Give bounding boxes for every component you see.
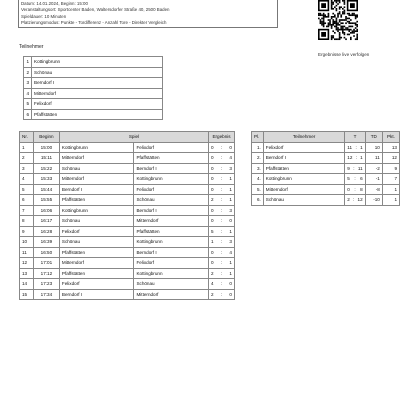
goals-against: 6: [360, 176, 363, 182]
standing-goals: [345, 195, 365, 206]
participant-number: 3: [24, 78, 32, 89]
qr-code-graphic: [318, 0, 358, 46]
score-separator: :: [220, 207, 223, 213]
away-team: Schönau: [134, 195, 209, 206]
game-result: [209, 289, 235, 300]
home-goals: 0: [211, 176, 214, 182]
goals-for: 11: [347, 144, 353, 150]
home-team: Berndorf I: [59, 184, 134, 195]
game-row: [20, 216, 235, 227]
score-wrap: [211, 197, 232, 202]
game-result: [209, 153, 235, 164]
game-number: 9: [20, 226, 34, 237]
score-wrap: [211, 155, 232, 160]
game-result: [209, 216, 235, 227]
standings-table: [251, 131, 400, 206]
game-result: [209, 174, 235, 185]
home-goals: 0: [211, 260, 214, 266]
standing-row: [252, 153, 400, 164]
participant-number: 2: [24, 67, 32, 78]
game-row: [20, 258, 235, 269]
away-goals: 0: [229, 281, 232, 287]
score-separator: :: [220, 165, 223, 171]
standing-goal-diff: 10: [365, 142, 382, 153]
participant-row: [24, 109, 163, 120]
score-wrap: [211, 292, 232, 297]
goals-separator: :: [353, 197, 355, 203]
duration-line: Spieldauer: 10 Minuten: [21, 13, 67, 19]
game-row: [20, 195, 235, 206]
participant-name: Schönau: [32, 67, 163, 78]
score-wrap: [211, 260, 232, 265]
away-goals: 0: [229, 144, 232, 150]
participant-number: 6: [24, 109, 32, 120]
away-team: Schönau: [134, 279, 209, 290]
away-goals: 1: [229, 260, 232, 266]
game-time: 17:23: [33, 279, 59, 290]
participant-row: [24, 99, 163, 110]
standing-goal-diff: -8: [365, 184, 382, 195]
away-team: Mitterndorf: [134, 289, 209, 300]
away-goals: 3: [229, 239, 232, 245]
away-goals: 1: [229, 270, 232, 276]
goals-for: 9: [347, 165, 350, 171]
participant-name: Kottingbrunn: [32, 57, 163, 68]
away-team: Kottingbrunn: [134, 174, 209, 185]
header-nr: Nr.: [20, 132, 34, 143]
home-goals: 0: [211, 207, 214, 213]
standing-team: Kottingbrunn: [263, 174, 345, 185]
score-separator: :: [220, 249, 223, 255]
game-time: 15:33: [33, 174, 59, 185]
game-row: [20, 142, 235, 153]
away-team: Berndorf I: [134, 205, 209, 216]
standing-team: Felixdorf: [263, 142, 345, 153]
home-team: Kottingbrunn: [59, 142, 134, 153]
standing-goals: [345, 153, 365, 164]
goals-against: 8: [360, 186, 363, 192]
away-team: Pfaffstätten: [134, 226, 209, 237]
away-goals: 0: [229, 218, 232, 224]
header-teilnehmer: Teilnehmer: [263, 132, 345, 143]
score-wrap: [211, 218, 232, 223]
score-separator: :: [220, 228, 223, 234]
participant-name: Pfaffstätten: [32, 109, 163, 120]
standing-row: [252, 142, 400, 153]
game-time: 15:55: [33, 195, 59, 206]
home-team: Felixdorf: [59, 226, 134, 237]
participant-row: [24, 88, 163, 99]
qr-code-icon[interactable]: [318, 0, 358, 46]
header-pl: Pl.: [252, 132, 264, 143]
home-goals: 1: [211, 239, 214, 245]
participant-number: 1: [24, 57, 32, 68]
score-wrap: [211, 176, 232, 181]
away-goals: 4: [229, 249, 232, 255]
score-wrap: [211, 281, 232, 286]
standing-points: 1: [382, 195, 399, 206]
game-time: 16:28: [33, 226, 59, 237]
game-number: 6: [20, 195, 34, 206]
goals-against: 11: [357, 165, 363, 171]
header-td: TD: [365, 132, 382, 143]
game-number: 2: [20, 153, 34, 164]
home-goals: 0: [211, 218, 214, 224]
home-team: Kottingbrunn: [59, 205, 134, 216]
goals-wrap: [347, 155, 362, 160]
standing-row: [252, 163, 400, 174]
participant-row: [24, 57, 163, 68]
standing-points: 9: [382, 163, 399, 174]
home-team: Schönau: [59, 237, 134, 248]
standing-row: [252, 174, 400, 185]
participant-name: Mitterndorf: [32, 88, 163, 99]
away-goals: 3: [229, 207, 232, 213]
game-number: 5: [20, 184, 34, 195]
standing-goals: [345, 174, 365, 185]
participant-number: 5: [24, 99, 32, 110]
standing-points: 13: [382, 142, 399, 153]
score-separator: :: [220, 281, 223, 287]
score-wrap: [211, 208, 232, 213]
score-separator: :: [220, 218, 223, 224]
standing-place: 1.: [252, 142, 264, 153]
goals-for: 5: [347, 176, 350, 182]
home-goals: 0: [211, 144, 214, 150]
goals-separator: :: [354, 176, 356, 182]
game-number: 13: [20, 268, 34, 279]
away-goals: 4: [229, 155, 232, 161]
game-row: [20, 247, 235, 258]
standing-points: 1: [382, 184, 399, 195]
standing-place: 5.: [252, 184, 264, 195]
standing-row: [252, 184, 400, 195]
score-separator: :: [220, 197, 223, 203]
away-goals: 1: [229, 186, 232, 192]
home-team: Felixdorf: [59, 279, 134, 290]
standing-place: 4.: [252, 174, 264, 185]
game-row: [20, 226, 235, 237]
home-team: Pfaffstätten: [59, 268, 134, 279]
game-time: 15:11: [33, 153, 59, 164]
score-wrap: [211, 187, 232, 192]
score-separator: :: [220, 260, 223, 266]
games-table: [19, 131, 235, 300]
game-time: 16:06: [33, 205, 59, 216]
goals-separator: :: [354, 186, 356, 192]
home-goals: 5: [211, 228, 214, 234]
standing-team: Berndorf I: [263, 153, 345, 164]
date-line: Datum: 14.01.2024, Beginn: 15:00: [21, 1, 88, 6]
tournament-info-box: [18, 0, 278, 28]
goals-separator: :: [355, 144, 357, 150]
home-team: Berndorf I: [59, 289, 134, 300]
game-number: 11: [20, 247, 34, 258]
goals-for: 0: [347, 186, 350, 192]
score-wrap: [211, 145, 232, 150]
participant-name: Berndorf I: [32, 78, 163, 89]
game-time: 16:17: [33, 216, 59, 227]
participant-row: [24, 78, 163, 89]
score-wrap: [211, 229, 232, 234]
game-row: [20, 184, 235, 195]
score-wrap: [211, 166, 232, 171]
game-number: 3: [20, 163, 34, 174]
goals-wrap: [347, 197, 362, 202]
home-goals: 2: [211, 291, 214, 297]
goals-wrap: [347, 145, 362, 150]
standing-points: 12: [382, 153, 399, 164]
standing-points: 7: [382, 174, 399, 185]
home-goals: 0: [211, 155, 214, 161]
away-team: Felixdorf: [134, 258, 209, 269]
game-number: 15: [20, 289, 34, 300]
home-team: Pfaffstätten: [59, 195, 134, 206]
home-team: Mitterndorf: [59, 174, 134, 185]
away-team: Felixdorf: [134, 142, 209, 153]
score-wrap: [211, 239, 232, 244]
game-result: [209, 195, 235, 206]
home-team: Schönau: [59, 216, 134, 227]
participants-table: [23, 56, 163, 120]
away-team: Kottingbrunn: [134, 268, 209, 279]
game-row: [20, 268, 235, 279]
goals-wrap: [347, 166, 362, 171]
game-result: [209, 184, 235, 195]
goals-separator: :: [355, 155, 357, 161]
goals-against: 1: [360, 155, 363, 161]
away-team: Berndorf I: [134, 247, 209, 258]
game-number: 7: [20, 205, 34, 216]
goals-against: 12: [357, 197, 363, 203]
score-separator: :: [220, 270, 223, 276]
game-row: [20, 279, 235, 290]
away-goals: 0: [229, 291, 232, 297]
game-result: [209, 247, 235, 258]
goals-separator: :: [353, 165, 355, 171]
goals-wrap: [347, 187, 362, 192]
home-goals: 2: [211, 270, 214, 276]
participant-name: Felixdorf: [32, 99, 163, 110]
game-time: 15:00: [33, 142, 59, 153]
game-row: [20, 237, 235, 248]
home-goals: 2: [211, 197, 214, 203]
participants-heading: Teilnehmer: [19, 44, 44, 50]
game-result: [209, 237, 235, 248]
standing-goals: [345, 163, 365, 174]
home-goals: 0: [211, 186, 214, 192]
score-separator: :: [220, 144, 223, 150]
standing-place: 3.: [252, 163, 264, 174]
away-goals: 1: [229, 228, 232, 234]
standing-goals: [345, 142, 365, 153]
game-row: [20, 205, 235, 216]
game-time: 16:39: [33, 237, 59, 248]
game-row: [20, 163, 235, 174]
game-number: 1: [20, 142, 34, 153]
score-separator: :: [220, 239, 223, 245]
game-number: 14: [20, 279, 34, 290]
game-time: 17:34: [33, 289, 59, 300]
game-result: [209, 279, 235, 290]
standings-header-row: [252, 132, 400, 143]
score-wrap: [211, 250, 232, 255]
away-goals: 1: [229, 197, 232, 203]
game-result: [209, 268, 235, 279]
participant-number: 4: [24, 88, 32, 99]
game-row: [20, 153, 235, 164]
goals-against: 1: [360, 144, 363, 150]
game-result: [209, 142, 235, 153]
standing-team: Pfaffstätten: [263, 163, 345, 174]
standing-goals: [345, 184, 365, 195]
away-team: Mitterndorf: [134, 216, 209, 227]
venue-line: Veranstaltungsort: Sportcenter Baden, Waltersdorfer Straße 40, 2500 Baden: [21, 7, 170, 13]
standing-goal-diff: -1: [365, 174, 382, 185]
game-time: 17:12: [33, 268, 59, 279]
qr-caption: Ergebnisse live verfolgen: [318, 52, 370, 57]
game-number: 8: [20, 216, 34, 227]
score-separator: :: [220, 176, 223, 182]
score-separator: :: [220, 155, 223, 161]
standing-place: 2.: [252, 153, 264, 164]
game-result: [209, 258, 235, 269]
standing-place: 6.: [252, 195, 264, 206]
standing-goal-diff: 11: [365, 153, 382, 164]
standing-team: Schönau: [263, 195, 345, 206]
game-row: [20, 289, 235, 300]
home-team: Mitterndorf: [59, 258, 134, 269]
game-result: [209, 226, 235, 237]
goals-for: 12: [347, 155, 353, 161]
game-row: [20, 174, 235, 185]
game-time: 15:22: [33, 163, 59, 174]
game-number: 4: [20, 174, 34, 185]
game-number: 10: [20, 237, 34, 248]
game-number: 12: [20, 258, 34, 269]
home-team: Mitterndorf: [59, 153, 134, 164]
away-goals: 3: [229, 165, 232, 171]
away-team: Pfaffstätten: [134, 153, 209, 164]
header-beginn: Beginn: [33, 132, 59, 143]
away-team: Kottingbrunn: [134, 237, 209, 248]
standing-row: [252, 195, 400, 206]
game-time: 15:44: [33, 184, 59, 195]
header-t: T: [345, 132, 365, 143]
home-goals: 4: [211, 281, 214, 287]
game-result: [209, 163, 235, 174]
home-goals: 0: [211, 249, 214, 255]
standing-goal-diff: -2: [365, 163, 382, 174]
home-goals: 0: [211, 165, 214, 171]
goals-for: 2: [347, 197, 350, 203]
ranking-mode-line: Platzierungsmodus: Punkte - Tordifferenz - Anzahl Tore - Direkter Vergleich: [21, 19, 167, 25]
game-result: [209, 205, 235, 216]
score-separator: :: [220, 291, 223, 297]
games-header-row: [20, 132, 235, 143]
goals-wrap: [347, 176, 362, 181]
score-wrap: [211, 271, 232, 276]
away-goals: 1: [229, 176, 232, 182]
home-team: Schönau: [59, 163, 134, 174]
header-spiel: Spiel: [59, 132, 208, 143]
game-time: 17:01: [33, 258, 59, 269]
away-team: Felixdorf: [134, 184, 209, 195]
standing-team: Mitterndorf: [263, 184, 345, 195]
game-time: 16:50: [33, 247, 59, 258]
score-separator: :: [220, 186, 223, 192]
home-team: Pfaffstätten: [59, 247, 134, 258]
away-team: Berndorf I: [134, 163, 209, 174]
standing-goal-diff: -10: [365, 195, 382, 206]
header-pkt: Pkt.: [382, 132, 399, 143]
participant-row: [24, 67, 163, 78]
header-ergebnis: Ergebnis: [209, 132, 235, 143]
